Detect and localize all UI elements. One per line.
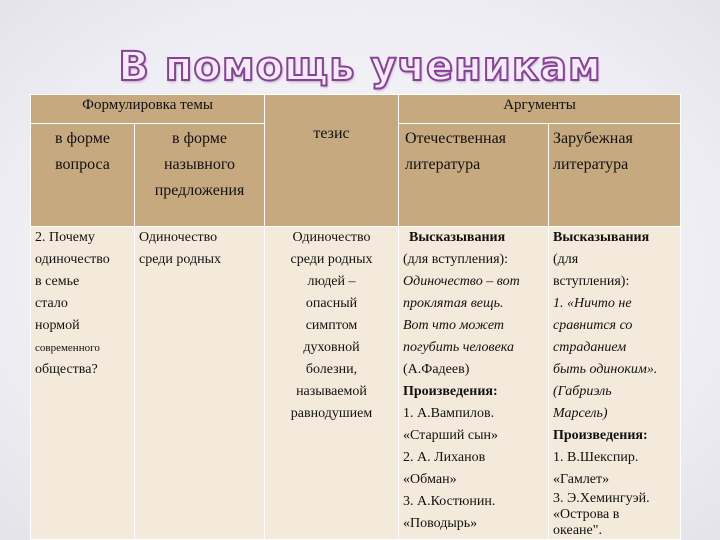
foreign-line: 3. Э.Хемингуэй.	[553, 491, 650, 506]
formulation-header: Формулировка темы	[31, 95, 265, 124]
foreign-lit-line: Зарубежная	[553, 130, 633, 147]
foreign-line: страданием	[553, 340, 627, 355]
domestic-lit-line: литература	[405, 156, 481, 173]
foreign-line: быть одиноким».	[553, 362, 658, 377]
domestic-line: Высказывания	[409, 230, 506, 245]
domestic-line: (для вступления):	[403, 252, 509, 267]
nominative-form-line: назывного	[163, 156, 235, 173]
thesis-line: симптом	[305, 318, 358, 333]
question-cell	[31, 227, 135, 540]
domestic-lit-header	[399, 124, 549, 227]
foreign-cell	[549, 227, 681, 540]
domestic-line: Одиночество – вот	[403, 274, 520, 289]
question-line: стало	[35, 296, 68, 311]
foreign-line: «Острова в	[553, 507, 620, 522]
nominative-line: Одиночество	[139, 230, 218, 245]
nominative-line: среди родных	[139, 252, 221, 267]
foreign-line: 1. «Ничто не	[553, 296, 632, 311]
domestic-line: 3. А.Костюнин.	[403, 494, 496, 509]
thesis-line: людей –	[307, 274, 356, 289]
question-form-line: в форме	[55, 130, 110, 147]
table-row	[31, 227, 681, 540]
foreign-line: вступления):	[553, 274, 630, 289]
domestic-line: 2. А. Лиханов	[403, 450, 486, 465]
thesis-header-text: тезис	[313, 125, 350, 142]
thesis-line: опасный	[305, 296, 358, 311]
question-line: одиночество	[35, 252, 110, 267]
slide-title: В помощь ученикам	[118, 44, 602, 90]
foreign-line: (Габриэль	[553, 384, 612, 399]
question-line: 2. Почему	[35, 230, 95, 245]
question-form-header	[31, 124, 135, 227]
domestic-line: (А.Фадеев)	[403, 362, 470, 377]
thesis-line: равнодушием	[290, 406, 373, 421]
topic-table	[30, 94, 681, 540]
domestic-line: проклятая вещь.	[403, 296, 504, 311]
domestic-line: «Обман»	[403, 472, 457, 487]
question-line: современного	[35, 342, 100, 354]
header-row-1	[31, 95, 681, 124]
question-line: в семье	[35, 274, 80, 289]
domestic-line: Вот что может	[403, 318, 505, 333]
foreign-line: Высказывания	[553, 230, 650, 245]
thesis-line: духовной	[303, 340, 360, 355]
foreign-lit-line: литература	[553, 156, 629, 173]
foreign-line: (для	[553, 252, 579, 267]
thesis-line: среди родных	[290, 252, 373, 267]
nominative-form-line: в форме	[172, 130, 227, 147]
thesis-cell	[265, 227, 399, 540]
arguments-header: Аргументы	[399, 95, 681, 124]
foreign-line: Произведения:	[553, 428, 648, 443]
thesis-line: называемой	[296, 384, 367, 399]
foreign-line: 1. В.Шекспир.	[553, 450, 639, 465]
domestic-lit-line: Отечественная	[405, 130, 507, 147]
nominative-form-line: предложения	[154, 182, 245, 199]
thesis-line: болезни,	[305, 362, 358, 377]
domestic-line: Произведения:	[403, 384, 498, 399]
domestic-line: «Поводырь»	[403, 516, 478, 531]
domestic-cell	[399, 227, 549, 540]
foreign-line: «Гамлет»	[553, 472, 610, 487]
question-line: нормой	[35, 318, 80, 333]
domestic-line: 1. А.Вампилов.	[403, 406, 495, 421]
nominative-cell	[135, 227, 265, 540]
foreign-lit-header	[549, 124, 681, 227]
question-line: общества?	[35, 362, 98, 377]
domestic-line: «Старший сын»	[403, 428, 499, 443]
foreign-line: сравнится со	[553, 318, 633, 333]
domestic-line: погубить человека	[403, 340, 515, 355]
question-form-line: вопроса	[55, 156, 110, 173]
foreign-line: Марсель)	[553, 406, 608, 421]
thesis-header	[265, 95, 399, 227]
nominative-form-header	[135, 124, 265, 227]
foreign-line: океане".	[553, 523, 602, 538]
thesis-line: Одиночество	[292, 230, 371, 245]
